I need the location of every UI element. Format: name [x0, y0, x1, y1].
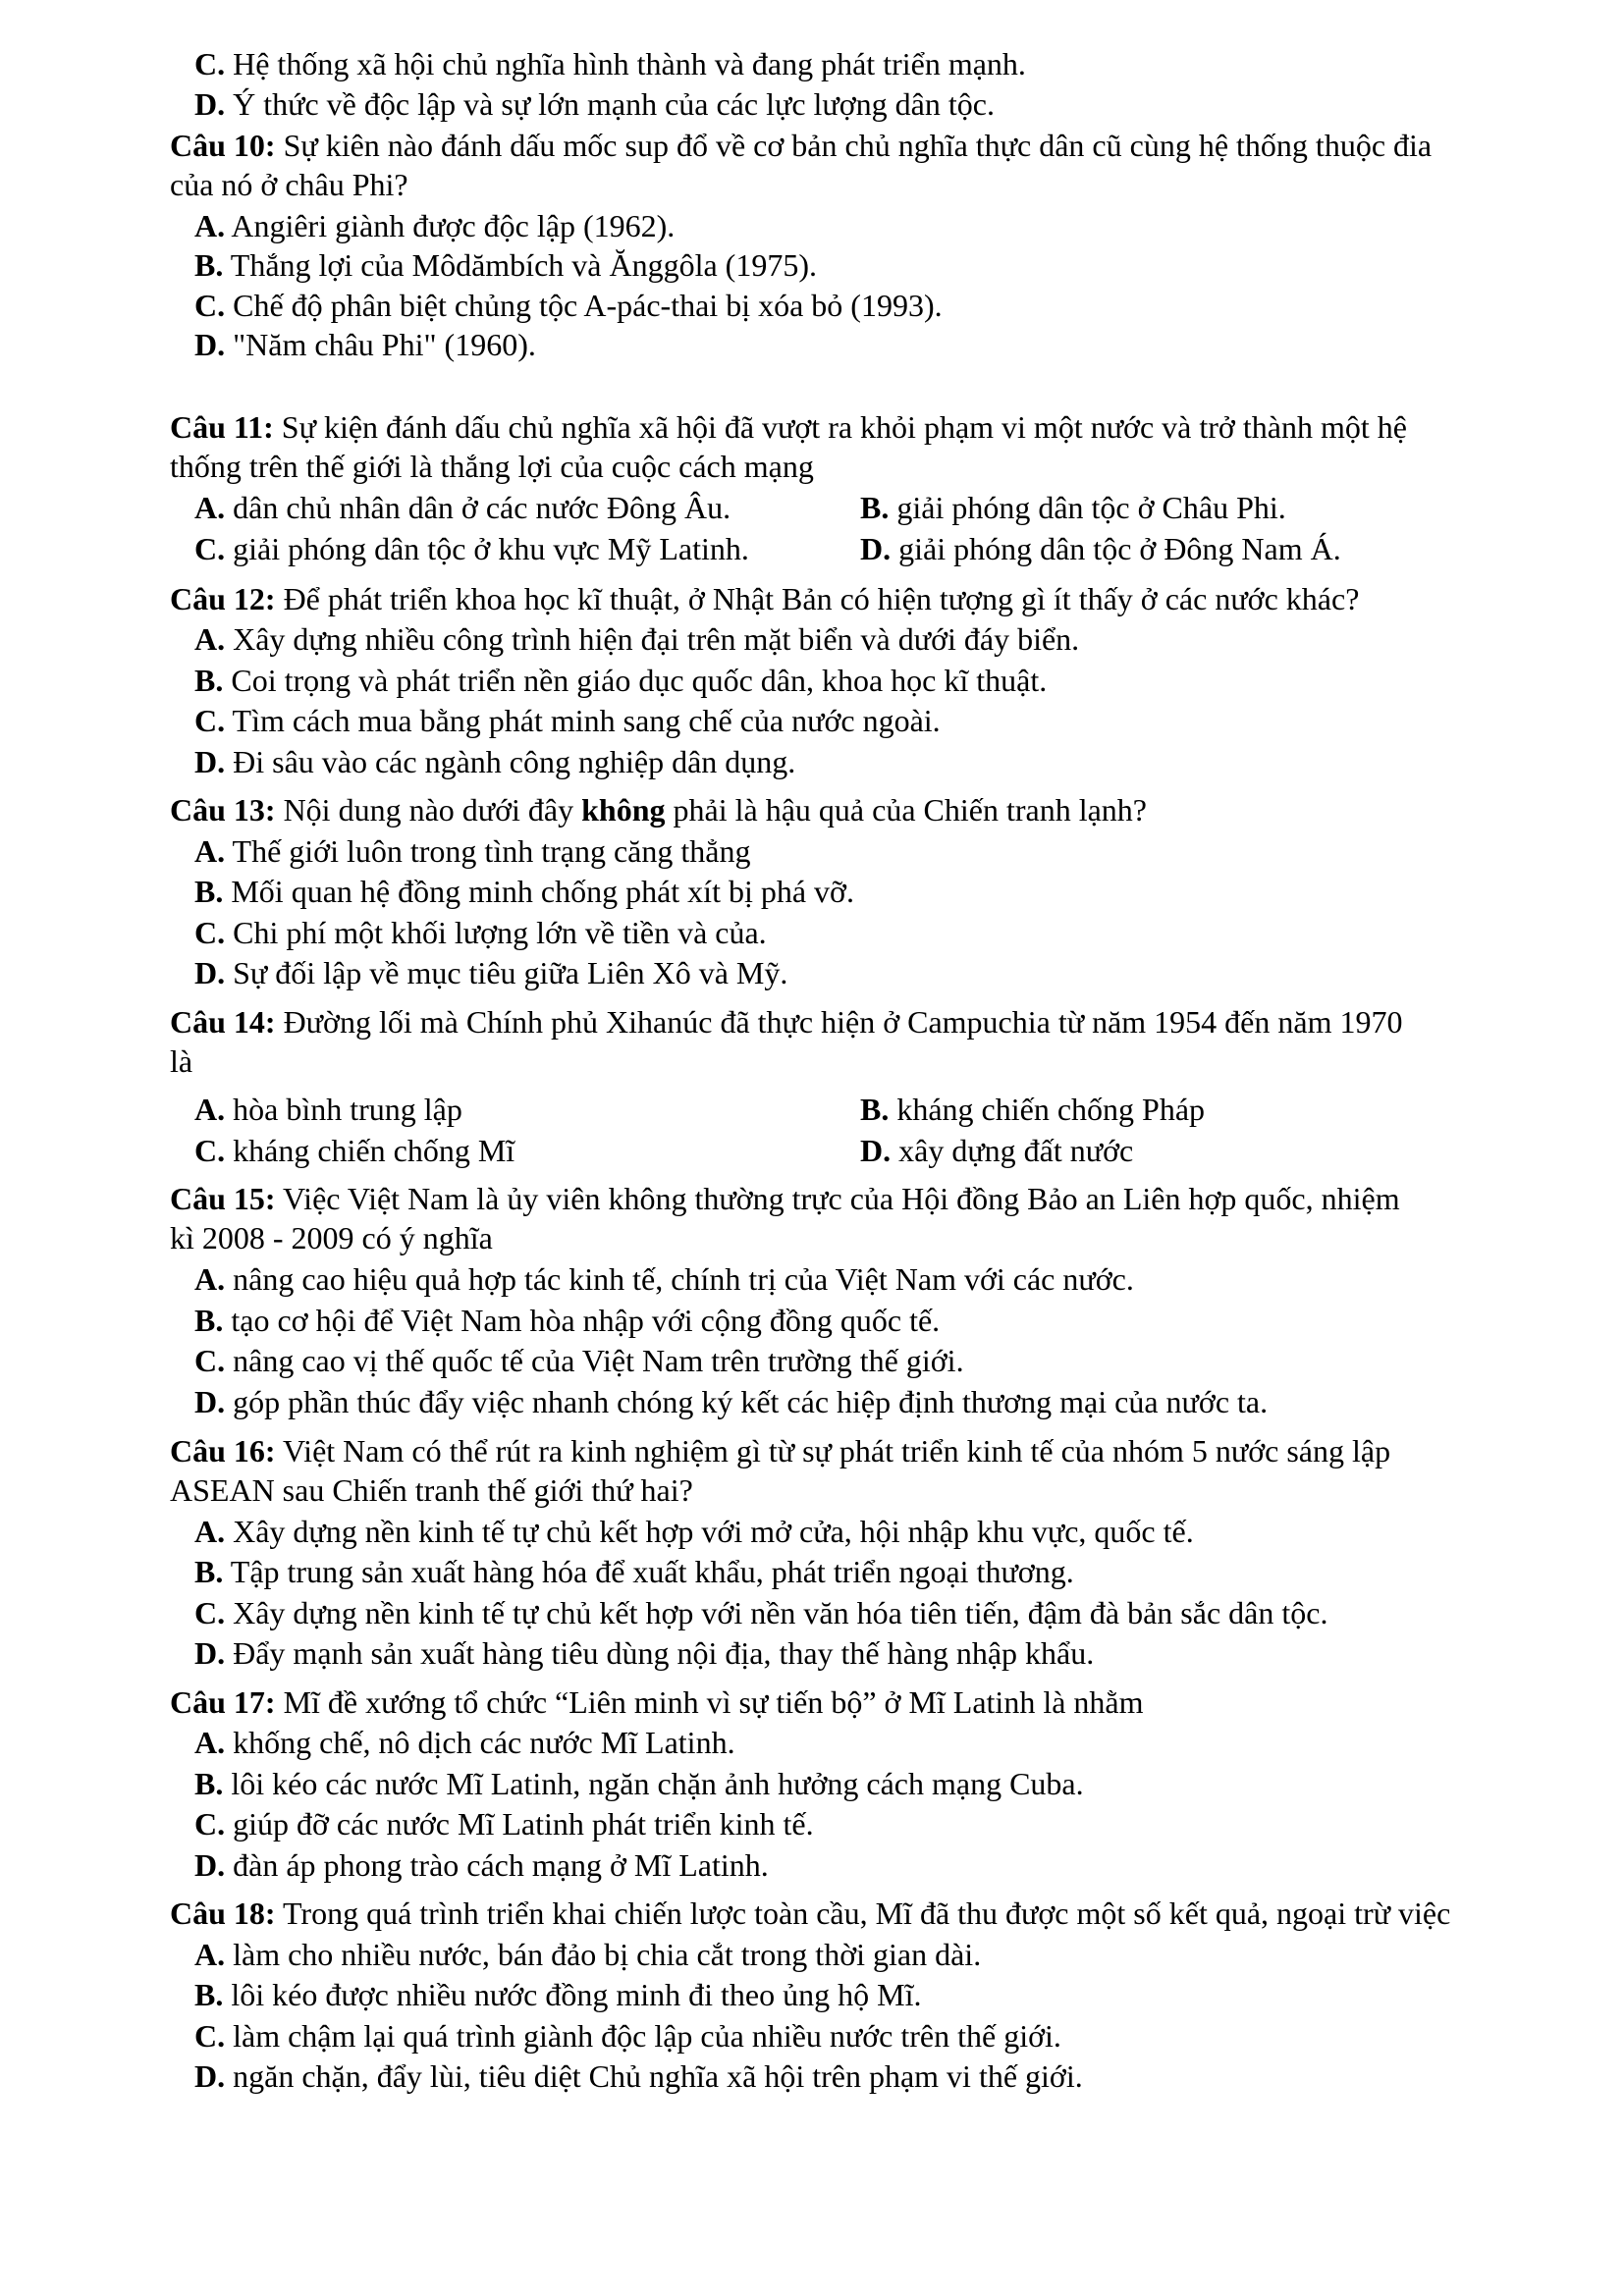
option-c: C. Hệ thống xã hội chủ nghĩa hình thành và đang phát triển mạnh.	[194, 46, 1026, 81]
option-c: C. kháng chiến chống Mĩ	[194, 1133, 515, 1168]
option-c: C. Chế độ phân biệt chủng tộc A-pác-thai bị xóa bỏ (1993).	[194, 288, 943, 323]
option-b: B. Mối quan hệ đồng minh chống phát xít bị phá vỡ.	[194, 874, 854, 909]
option-c: C. giúp đỡ các nước Mĩ Latinh phát triển kinh tế.	[194, 1806, 814, 1842]
option-a: A. Angiêri giành được độc lập (1962).	[194, 208, 676, 243]
option-d: D. ngăn chặn, đẩy lùi, tiêu diệt Chủ nghĩa xã hội trên phạm vi thế giới.	[194, 2058, 1083, 2094]
option-c: C. Tìm cách mua bằng phát minh sang chế của nước ngoài.	[194, 703, 941, 738]
option-b: B. Tập trung sản xuất hàng hóa để xuất khẩu, phát triển ngoại thương.	[194, 1554, 1074, 1589]
option-d: D. góp phần thúc đẩy việc nhanh chóng ký kết các hiệp định thương mại của nước ta.	[194, 1384, 1269, 1419]
option-d: D. giải phóng dân tộc ở Đông Nam Á.	[860, 531, 1341, 566]
option-a: A. nâng cao hiệu quả hợp tác kinh tế, chính trị của Việt Nam với các nước.	[194, 1261, 1134, 1297]
option-d: D. Đi sâu vào các ngành công nghiệp dân dụng.	[194, 744, 796, 779]
question-text: của nó ở châu Phi?	[170, 167, 408, 202]
question-text: là	[170, 1043, 193, 1079]
question-16: Câu 16: Việt Nam có thể rút ra kinh nghiệm gì từ sự phát triển kinh tế của nhóm 5 nước sáng lập	[170, 1433, 1391, 1468]
question-14: Câu 14: Đường lối mà Chính phủ Xihanúc đã thực hiện ở Campuchia từ năm 1954 đến năm 1970	[170, 1004, 1403, 1040]
option-a: A. khống chế, nô dịch các nước Mĩ Latinh.	[194, 1725, 735, 1760]
option-d: D. "Năm châu Phi" (1960).	[194, 327, 536, 362]
option-d: D. Sự đối lập về mục tiêu giữa Liên Xô và Mỹ.	[194, 955, 788, 990]
question-10: Câu 10: Sự kiên nào đánh dấu mốc sup đổ về cơ bản chủ nghĩa thực dân cũ cùng hệ thống thuộc đia	[170, 128, 1433, 163]
question-text: ASEAN sau Chiến tranh thế giới thứ hai?	[170, 1472, 693, 1508]
option-b: B. giải phóng dân tộc ở Châu Phi.	[860, 490, 1286, 525]
option-a: A. hòa bình trung lập	[194, 1092, 462, 1127]
option-d: D. đàn áp phong trào cách mạng ở Mĩ Latinh.	[194, 1847, 769, 1883]
option-d: D. Đẩy mạnh sản xuất hàng tiêu dùng nội địa, thay thế hàng nhập khẩu.	[194, 1635, 1095, 1671]
question-15: Câu 15: Việc Việt Nam là ủy viên không thường trực của Hội đồng Bảo an Liên hợp quốc, nhiệm	[170, 1181, 1400, 1216]
option-a: A. dân chủ nhân dân ở các nước Đông Âu.	[194, 490, 731, 525]
option-d: D. xây dựng đất nước	[860, 1133, 1134, 1168]
option-b: B. lôi kéo các nước Mĩ Latinh, ngăn chặn ảnh hưởng cách mạng Cuba.	[194, 1766, 1084, 1801]
option-b: B. Coi trọng và phát triển nền giáo dục quốc dân, khoa học kĩ thuật.	[194, 663, 1048, 698]
question-17: Câu 17: Mĩ đề xướng tổ chức “Liên minh vì sự tiến bộ” ở Mĩ Latinh là nhằm	[170, 1684, 1144, 1720]
question-18: Câu 18: Trong quá trình triển khai chiến lược toàn cầu, Mĩ đã thu được một số kết quả, ngoại trừ việc	[170, 1896, 1451, 1931]
option-b: B. Thắng lợi của Môdămbích và Ănggôla (1975).	[194, 247, 817, 283]
option-c: C. Chi phí một khối lượng lớn về tiền và của.	[194, 915, 767, 950]
option-a: A. Xây dựng nhiều công trình hiện đại trên mặt biển và dưới đáy biển.	[194, 621, 1080, 657]
question-11: Câu 11: Sự kiện đánh dấu chủ nghĩa xã hội đã vượt ra khỏi phạm vi một nước và trở thành một hệ	[170, 409, 1407, 445]
option-c: C. nâng cao vị thế quốc tế của Việt Nam trên trường thế giới.	[194, 1343, 964, 1378]
option-b: B. kháng chiến chống Pháp	[860, 1092, 1206, 1127]
question-text: kì 2008 - 2009 có ý nghĩa	[170, 1220, 493, 1255]
question-13: Câu 13: Nội dung nào dưới đây không phải là hậu quả của Chiến tranh lạnh?	[170, 792, 1147, 828]
option-b: B. tạo cơ hội để Việt Nam hòa nhập với cộng đồng quốc tế.	[194, 1303, 941, 1338]
question-text: thống trên thế giới là thắng lợi của cuộc cách mạng	[170, 449, 814, 484]
option-a: A. làm cho nhiều nước, bán đảo bị chia cắt trong thời gian dài.	[194, 1937, 982, 1972]
option-c: C. làm chậm lại quá trình giành độc lập của nhiều nước trên thế giới.	[194, 2018, 1061, 2054]
option-a: A. Xây dựng nền kinh tế tự chủ kết hợp với mở cửa, hội nhập khu vực, quốc tế.	[194, 1514, 1194, 1549]
option-c: C. Xây dựng nền kinh tế tự chủ kết hợp với nền văn hóa tiên tiến, đậm đà bản sắc dân tộc.	[194, 1595, 1328, 1630]
option-d: D. Ý thức về độc lập và sự lớn mạnh của các lực lượng dân tộc.	[194, 86, 995, 122]
option-b: B. lôi kéo được nhiều nước đồng minh đi theo ủng hộ Mĩ.	[194, 1977, 922, 2012]
option-a: A. Thế giới luôn trong tình trạng căng thẳng	[194, 833, 751, 869]
question-12: Câu 12: Để phát triển khoa học kĩ thuật, ở Nhật Bản có hiện tượng gì ít thấy ở các nước khác?	[170, 581, 1360, 616]
option-c: C. giải phóng dân tộc ở khu vực Mỹ Latinh.	[194, 531, 749, 566]
